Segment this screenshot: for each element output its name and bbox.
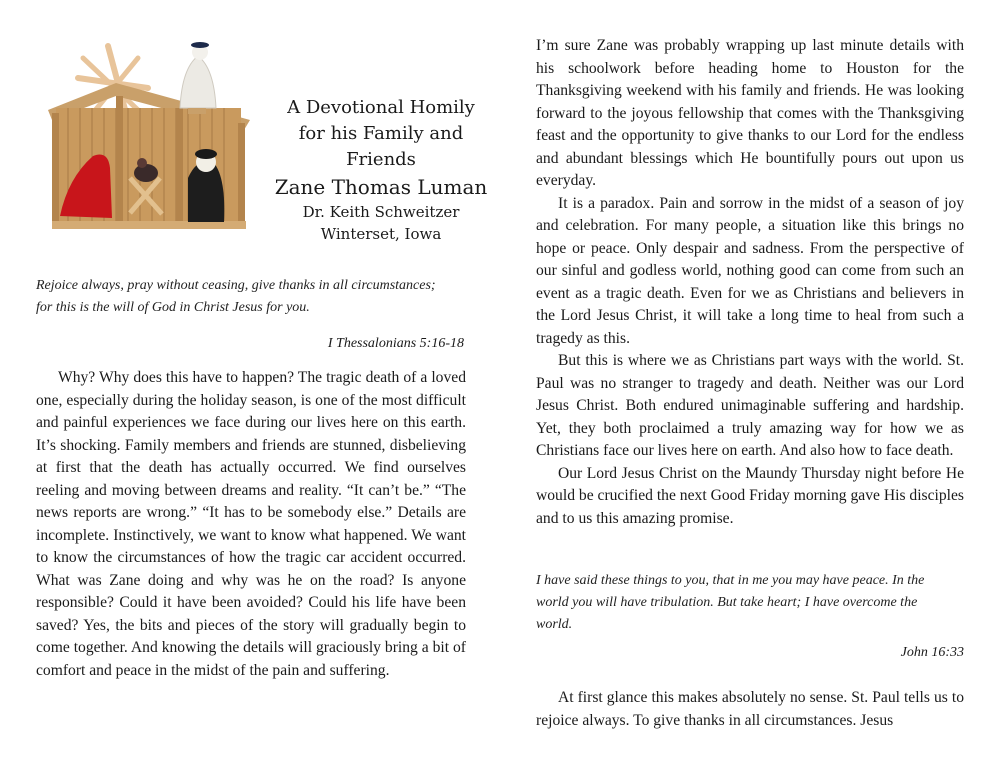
scripture-quote <box>536 570 964 636</box>
title-line-3: Friends <box>346 149 416 170</box>
title-block <box>262 95 500 245</box>
paragraph: But this is where we as Christians part ways with the world. St. Paul was no stranger to tragedy and death. Neither was our Lord Jesus Christ. Both endured unimaginable suffering and hardship. Yet, they both proclaimed a truly amazing way for how we as Christians face our lives here on earth. And also how to face death. <box>536 352 964 459</box>
paragraph: I’m sure Zane was probably wrapping up last minute details with his schoolwork before heading home to Houston for the Thanksgiving weekend with his family and friends. He was looking forward to the joyous fellowship that comes with the Thanksgiving feast and the opportunity to give thanks to our Lord for the endless and abundant blessings which He bountifully pours out upon us everyday. <box>536 37 964 189</box>
title-line-2: for his Family and <box>298 123 464 144</box>
paragraph: At first glance this makes absolutely no sense. St. Paul tells us to rejoice always. To give thanks in all circumstances. Jesus <box>536 689 964 729</box>
body-text <box>536 687 964 732</box>
scripture-line: world you will have tribulation. But take heart; I have overcome the <box>536 595 918 610</box>
body-text <box>36 367 466 682</box>
author-name: Dr. Keith Schweitzer <box>302 203 460 221</box>
epigraph-quote <box>36 275 466 319</box>
nativity-scene-image <box>38 38 258 233</box>
paragraph: Our Lord Jesus Christ on the Maundy Thursday night before He would be crucified the next Good Friday morning gave His disciples and to us this amazing promise. <box>536 464 964 527</box>
epigraph-line: for this is the will of God in Christ Jesus for you. <box>36 300 310 315</box>
subject-name: Zane Thomas Luman <box>274 175 488 199</box>
author-location: Winterset, Iowa <box>320 225 442 243</box>
epigraph-reference: I Thessalonians 5:16-18 <box>327 336 464 351</box>
body-text <box>536 35 964 530</box>
right-page <box>500 0 1000 773</box>
paragraph: Why? Why does this have to happen? The tragic death of a loved one, especially during the holiday season, is one of the most difficult and painful experiences we face during our lives here on this earth. It’s shocking. Family members and friends are stunned, disbelieving at first that the death has actually occurred. We find ourselves reeling and moving between dreams and reality. “It can’t be.” “The news reports are wrong.” “It has to be somebody else.” Details are incomplete. Instinctively, we want to know what happened. We want to know the circumstances of how the tragic car accident occurred. What was Zane doing and why was he on the road? Is anyone responsible? Could it have been avoided? Could his life have been saved? Yes, the bits and pieces of the story will gradually begin to come together. And knowing the details will graciously bring a bit of comfort and peace in the midst of the pain and suffering. <box>36 369 466 679</box>
paragraph: It is a paradox. Pain and sorrow in the midst of a season of joy and celebration. For many people, a situation like this brings no hope or peace. Only despair and sadness. From the perspective of our sinful and godless world, nothing good can come from such an event as a tragic death. Even for we as Christians and believers in the Lord Jesus Christ, it will take a long time to heal from such a tragedy as this. <box>536 194 964 347</box>
epigraph-line: Rejoice always, pray without ceasing, give thanks in all circumstances; <box>36 278 436 293</box>
scripture-line: world. <box>536 617 573 632</box>
scripture-reference: John 16:33 <box>900 645 964 660</box>
scripture-line: I have said these things to you, that in me you may have peace. In the <box>536 573 925 588</box>
title-line-1: A Devotional Homily <box>287 97 475 118</box>
